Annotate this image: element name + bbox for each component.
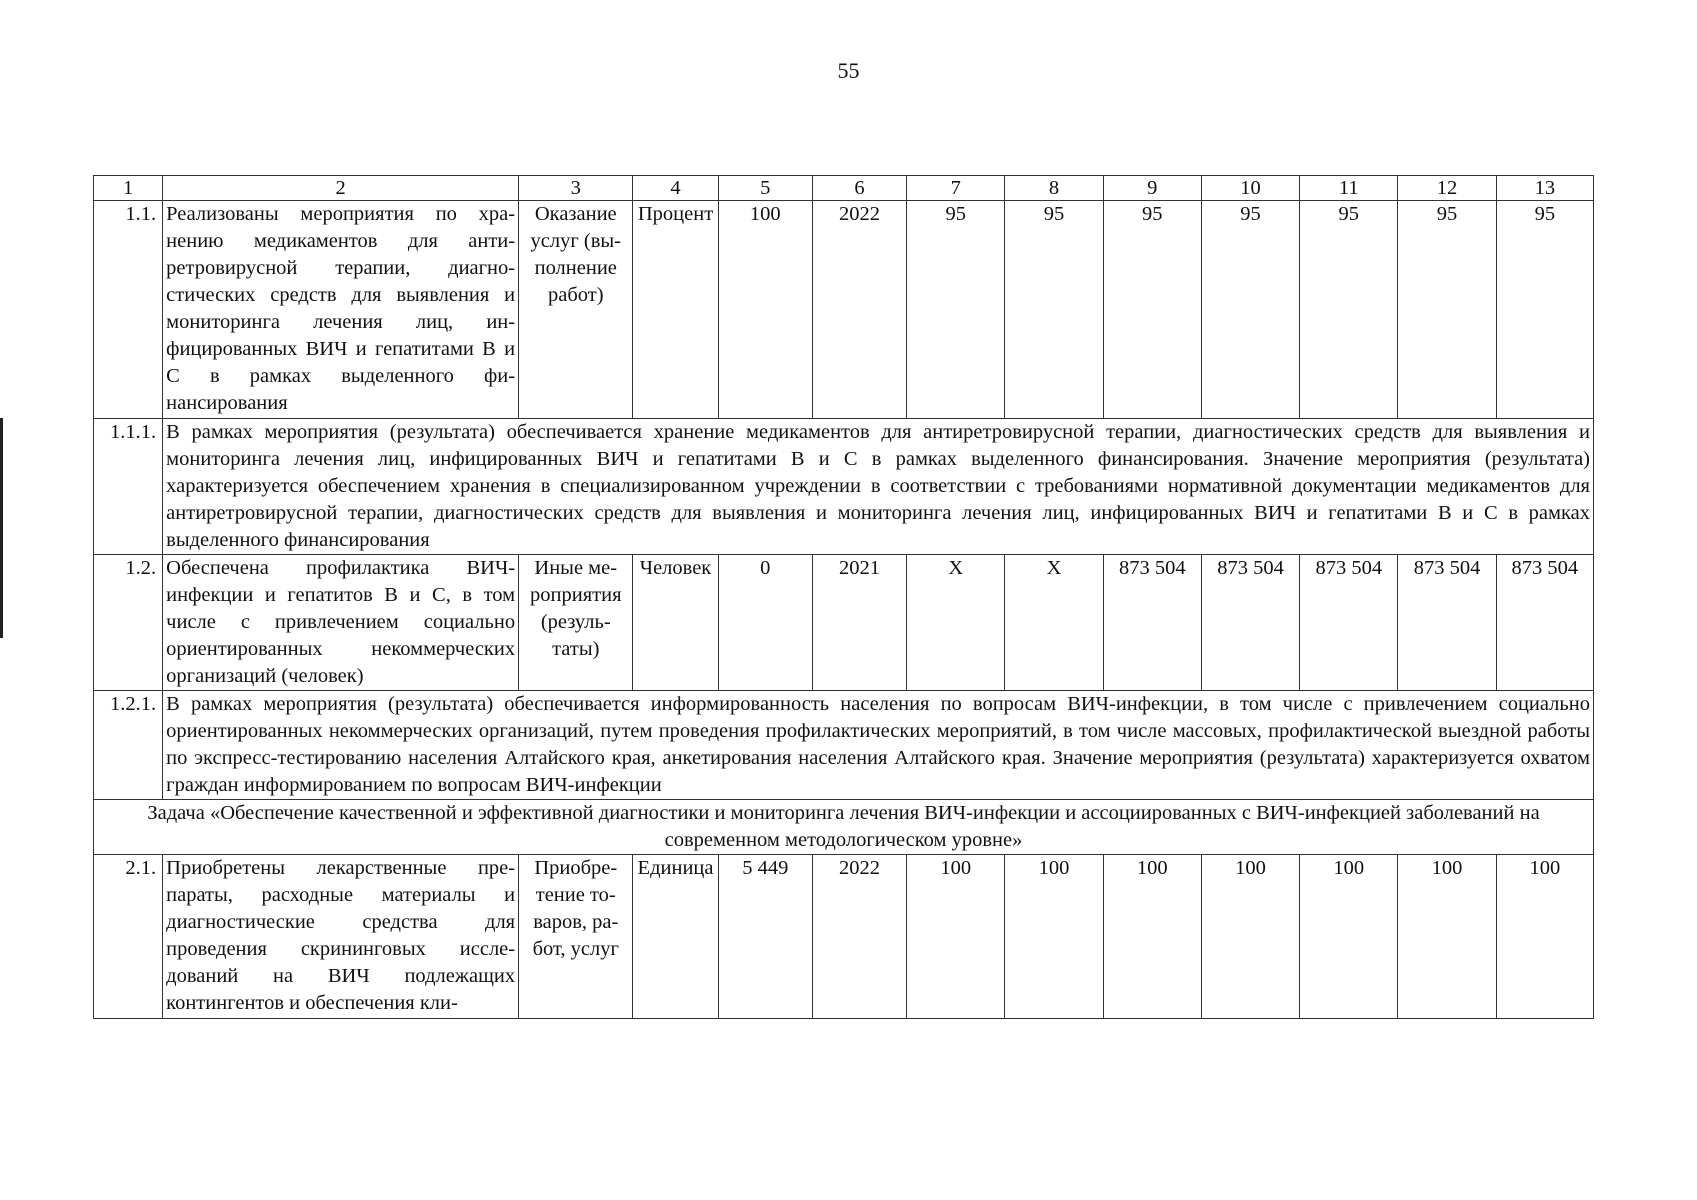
row-number: 1.2. <box>94 555 163 691</box>
row-value: 2022 <box>812 201 906 419</box>
task-title: Задача «Обеспечение качественной и эффективной диагностики и мониторинга лечения ВИЧ-инфекции и ассоциированных с ВИЧ-инфекцией заболеваний на современном методологическом уровне» <box>94 800 1594 855</box>
column-header: 8 <box>1005 176 1103 201</box>
row-value: 873 504 <box>1496 555 1593 691</box>
column-header: 3 <box>519 176 633 201</box>
row-description: В рамках мероприятия (результата) обеспечивается информированность населения по вопросам ВИЧ-инфекции, в том числе с привлечением социально ориентированных некоммерческих организаций, путем проведения профилактических мероприятий, в том числе массовых, профилактической выездной работы по экспресс-тестированию населения Алтайского края, анкетирования населения Алтайского края. Значение мероприятия (результата) характеризуется охватом граждан информированием по вопросам ВИЧ-инфекции <box>163 691 1594 800</box>
row-type: Оказание услуг (выполнение работ) <box>519 201 633 419</box>
row-value: 100 <box>907 855 1005 1019</box>
column-header: 12 <box>1398 176 1496 201</box>
row-value: 95 <box>1005 201 1103 419</box>
table-row <box>94 855 1594 1019</box>
row-title: Обеспечена профилактика ВИЧ-инфекции и гепатитов В и С, в том числе с привлечением социально ориентированных некоммерческих организаций (человек) <box>163 555 519 691</box>
row-value: 873 504 <box>1201 555 1299 691</box>
column-header: 4 <box>633 176 718 201</box>
row-value: 100 <box>1201 855 1299 1019</box>
row-unit: Человек <box>633 555 718 691</box>
row-value: 100 <box>1496 855 1593 1019</box>
row-value: 2021 <box>812 555 906 691</box>
row-value: 95 <box>1103 201 1201 419</box>
row-value: 95 <box>1300 201 1398 419</box>
table-header-row <box>94 176 1594 201</box>
row-value: 100 <box>1103 855 1201 1019</box>
row-value: 95 <box>1496 201 1593 419</box>
row-value: 95 <box>1398 201 1496 419</box>
row-unit: Процент <box>633 201 718 419</box>
table-row <box>94 691 1594 800</box>
row-value: X <box>1005 555 1103 691</box>
row-value: 5 449 <box>718 855 812 1019</box>
row-value: 873 504 <box>1103 555 1201 691</box>
row-number: 1.1.1. <box>94 419 163 555</box>
scan-edge-mark <box>0 418 3 638</box>
row-value: 100 <box>1300 855 1398 1019</box>
row-value: 100 <box>1005 855 1103 1019</box>
row-value: 2022 <box>812 855 906 1019</box>
row-unit: Единица <box>633 855 718 1019</box>
row-type: Иные мероприятия (результаты) <box>519 555 633 691</box>
task-row <box>94 800 1594 855</box>
indicators-table <box>93 175 1594 1019</box>
column-header: 2 <box>163 176 519 201</box>
row-value: 95 <box>907 201 1005 419</box>
row-value: 95 <box>1201 201 1299 419</box>
row-value: 873 504 <box>1300 555 1398 691</box>
column-header: 10 <box>1201 176 1299 201</box>
row-value: 100 <box>718 201 812 419</box>
row-description: В рамках мероприятия (результата) обеспечивается хранение медикаментов для антиретровирусной терапии, диагностических средств для выявления и мониторинга лечения лиц, инфицированных ВИЧ и гепатитами В и С в рамках выделенного финансирования. Значение мероприятия (результата) характеризуется обеспечением хранения в специализированном учреждении в соответствии с требованиями нормативной документации медикаментов для антиретровирусной терапии, диагностических средств для выявления и мониторинга лечения лиц, инфицированных ВИЧ и гепатитами В и С в рамках выделенного финансирования <box>163 419 1594 555</box>
column-header: 11 <box>1300 176 1398 201</box>
table-row <box>94 555 1594 691</box>
row-number: 1.1. <box>94 201 163 419</box>
row-value: 0 <box>718 555 812 691</box>
column-header: 13 <box>1496 176 1593 201</box>
column-header: 7 <box>907 176 1005 201</box>
row-type: Приобретение товаров, работ, услуг <box>519 855 633 1019</box>
row-number: 2.1. <box>94 855 163 1019</box>
row-value: 100 <box>1398 855 1496 1019</box>
column-header: 9 <box>1103 176 1201 201</box>
row-value: X <box>907 555 1005 691</box>
table-row <box>94 201 1594 419</box>
column-header: 1 <box>94 176 163 201</box>
column-header: 6 <box>812 176 906 201</box>
row-title: Приобретены лекарственные препараты, расходные материалы и диагностические средства для проведения скрининговых исследований на ВИЧ подлежащих контингентов и обеспечения кли- <box>163 855 519 1019</box>
row-value: 873 504 <box>1398 555 1496 691</box>
row-number: 1.2.1. <box>94 691 163 800</box>
column-header: 5 <box>718 176 812 201</box>
row-title: Реализованы мероприятия по хранению медикаментов для антиретровирусной терапии, диагностических средств для выявления и мониторинга лечения лиц, инфицированных ВИЧ и гепатитами В и С в рамках выделенного финансирования <box>163 201 519 419</box>
table-row <box>94 419 1594 555</box>
page-number: 55 <box>837 58 860 83</box>
